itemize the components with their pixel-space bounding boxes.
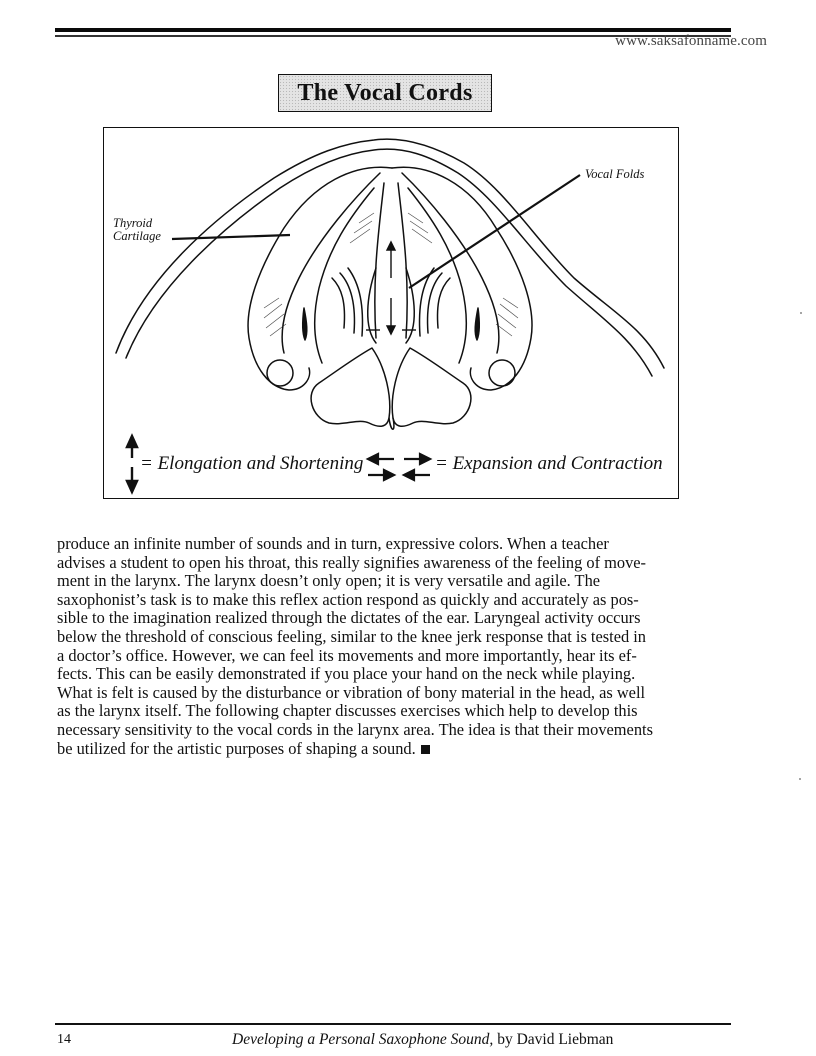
section-title: The Vocal Cords: [297, 79, 473, 106]
body-line: fects. This can be easily demonstrated if you place your hand on the neck while playing.: [57, 664, 636, 684]
author: by David Liebman: [493, 1031, 614, 1048]
opposing-horizontal-arrows-icon: [368, 454, 430, 480]
body-line: necessary sensitivity to the vocal cords in the larynx area. The idea is that their movements: [57, 719, 653, 739]
thyroid-cartilage-label: [113, 217, 161, 243]
body-line: saxophonist’s task is to make this reflex action respond as quickly and accurately as pos-: [57, 589, 639, 609]
body-line: sible to the imagination realized through the dictates of the ear. Laryngeal activity occurs: [57, 608, 641, 628]
body-line: ment in the larynx. The larynx doesn’t only open; it is very versatile and agile. The: [57, 571, 601, 591]
body-line: advises a student to open his throat, this really signifies awareness of the feeling of move-: [57, 552, 646, 572]
body-line-last: [57, 740, 737, 759]
body-line: as the larynx itself. The following chapter discusses exercises which help to develop this: [57, 701, 638, 721]
header-rule-thick: [55, 28, 731, 32]
footer-credit: [232, 1031, 613, 1049]
footer-rule: [55, 1023, 731, 1025]
scan-speck: [799, 778, 801, 780]
body-line: below the threshold of conscious feeling, similar to the knee jerk response that is tested in: [57, 626, 647, 646]
scan-speck: [800, 312, 802, 314]
body-line-text: be utilized for the artistic purposes of shaping a sound.: [57, 738, 416, 758]
body-paragraph: [57, 535, 737, 758]
body-line: a doctor’s office. However, we can feel its movements and more importantly, hear its ef-: [57, 645, 637, 665]
book-title: Developing a Personal Saxophone Sound,: [232, 1031, 494, 1048]
thyroid-label-line2: Cartilage: [113, 229, 161, 243]
vocal-folds-label: Vocal Folds: [585, 167, 645, 181]
body-line: What is felt is caused by the disturbance or vibration of bony material in the head, as well: [57, 682, 646, 702]
up-down-arrow-icon: [127, 436, 137, 492]
body-line: produce an infinite number of sounds and in turn, expressive colors. When a teacher: [57, 534, 609, 553]
thyroid-label-line1: Thyroid: [113, 216, 153, 230]
end-of-article-mark-icon: [421, 745, 430, 754]
page-number: 14: [57, 1032, 71, 1047]
legend-elongation: = Elongation and Shortening: [140, 453, 364, 474]
site-url: www.saksafonname.com: [615, 33, 767, 49]
legend-expansion: = Expansion and Contraction: [435, 453, 663, 474]
section-title-box: [278, 74, 492, 112]
vocal-cords-figure: [103, 127, 679, 499]
larynx-illustration: [104, 128, 678, 498]
